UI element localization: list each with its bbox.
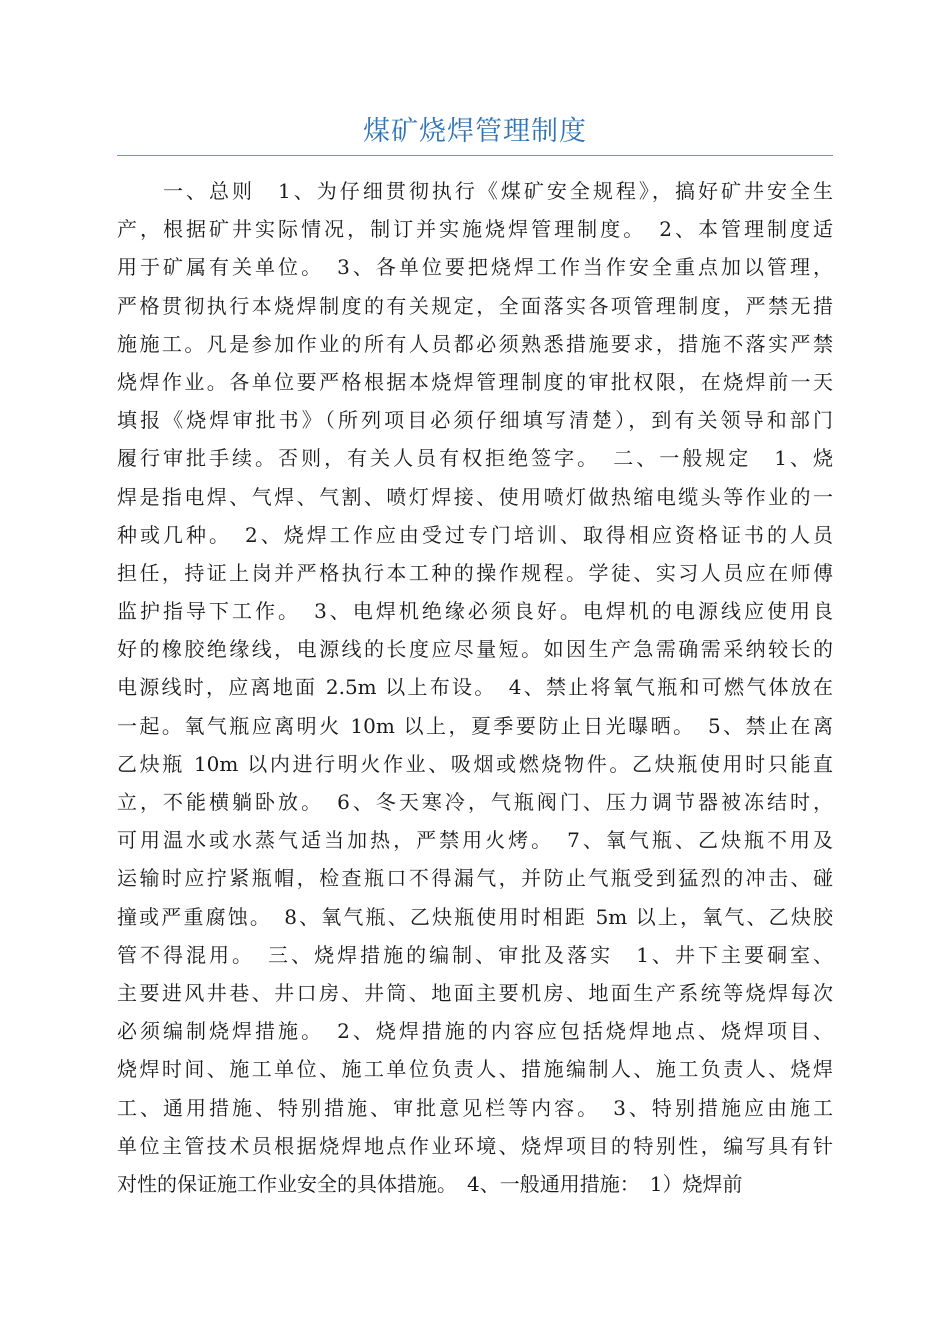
body-line: 施施工。凡是参加作业的所有人员都必须熟悉措施要求，措施不落实严禁 <box>117 331 833 356</box>
title-underline <box>117 155 833 156</box>
body-line: 监护指导下工作。 3、电焊机绝缘必须良好。电焊机的电源线应使用良 <box>117 599 833 624</box>
body-line: 运输时应拧紧瓶帽，检查瓶口不得漏气，并防止气瓶受到猛烈的冲击、碰 <box>117 866 833 891</box>
body-line: 可用温水或水蒸气适当加热，严禁用火烤。 7、氧气瓶、乙炔瓶不用及 <box>117 828 833 853</box>
body-line: 履行审批手续。否则，有关人员有权拒绝签字。 二、一般规定 1、烧 <box>117 446 833 471</box>
body-line: 对性的保证施工作业安全的具体措施。 4、一般通用措施： 1）烧焊前 <box>117 1171 743 1196</box>
body-line: 填报《烧焊审批书》（所列项目必须仔细填写清楚），到有关领导和部门 <box>117 408 833 433</box>
body-line: 工、通用措施、特别措施、审批意见栏等内容。 3、特别措施应由施工 <box>117 1095 833 1120</box>
body-line: 用于矿属有关单位。 3、各单位要把烧焊工作当作安全重点加以管理， <box>117 255 833 280</box>
body-line: 一起。氧气瓶应离明火 10m 以上，夏季要防止日光曝晒。 5、禁止在离 <box>117 713 833 738</box>
body-line: 电源线时，应离地面 2.5m 以上布设。 4、禁止将氧气瓶和可燃气体放在 <box>117 675 833 700</box>
body-line: 严格贯彻执行本烧焊制度的有关规定，全面落实各项管理制度，严禁无措 <box>117 293 833 318</box>
body-line: 必须编制烧焊措施。 2、烧焊措施的内容应包括烧焊地点、烧焊项目、 <box>117 1019 833 1044</box>
body-line: 焊是指电焊、气焊、气割、喷灯焊接、使用喷灯做热缩电缆头等作业的一 <box>117 484 833 509</box>
body-line: 烧焊时间、施工单位、施工单位负责人、措施编制人、施工负责人、烧焊 <box>117 1057 833 1082</box>
body-line: 好的橡胶绝缘线，电源线的长度应尽量短。如因生产急需确需采纳较长的 <box>117 637 833 662</box>
body-line: 烧焊作业。各单位要严格根据本烧焊管理制度的审批权限，在烧焊前一天 <box>117 369 833 394</box>
body-line: 撞或严重腐蚀。 8、氧气瓶、乙炔瓶使用时相距 5m 以上，氧气、乙炔胶 <box>117 904 833 929</box>
body-line: 一、总则 1、为仔细贯彻执行《煤矿安全规程》，搞好矿井安全生 <box>117 179 833 203</box>
body-text <box>117 172 833 1203</box>
body-line: 乙炔瓶 10m 以内进行明火作业、吸烟或燃烧物件。乙炔瓶使用时只能直 <box>117 751 833 776</box>
body-line: 担任，持证上岗并严格执行本工种的操作规程。学徒、实习人员应在师傅 <box>117 560 833 585</box>
body-line: 种或几种。 2、烧焊工作应由受过专门培训、取得相应资格证书的人员 <box>117 522 833 547</box>
page-title: 煤矿烧焊管理制度 <box>363 116 587 147</box>
body-line: 主要进风井巷、井口房、井筒、地面主要机房、地面生产系统等烧焊每次 <box>117 980 833 1005</box>
body-line: 立，不能横躺卧放。 6、冬天寒冷，气瓶阀门、压力调节器被冻结时， <box>117 790 833 814</box>
body-line: 管不得混用。 三、烧焊措施的编制、审批及落实 1、井下主要硐室、 <box>117 942 833 967</box>
body-line: 单位主管技术员根据烧焊地点作业环境、烧焊项目的特别性，编写具有针 <box>117 1133 833 1158</box>
body-line: 产，根据矿井实际情况，制订并实施烧焊管理制度。 2、本管理制度适 <box>117 217 833 242</box>
